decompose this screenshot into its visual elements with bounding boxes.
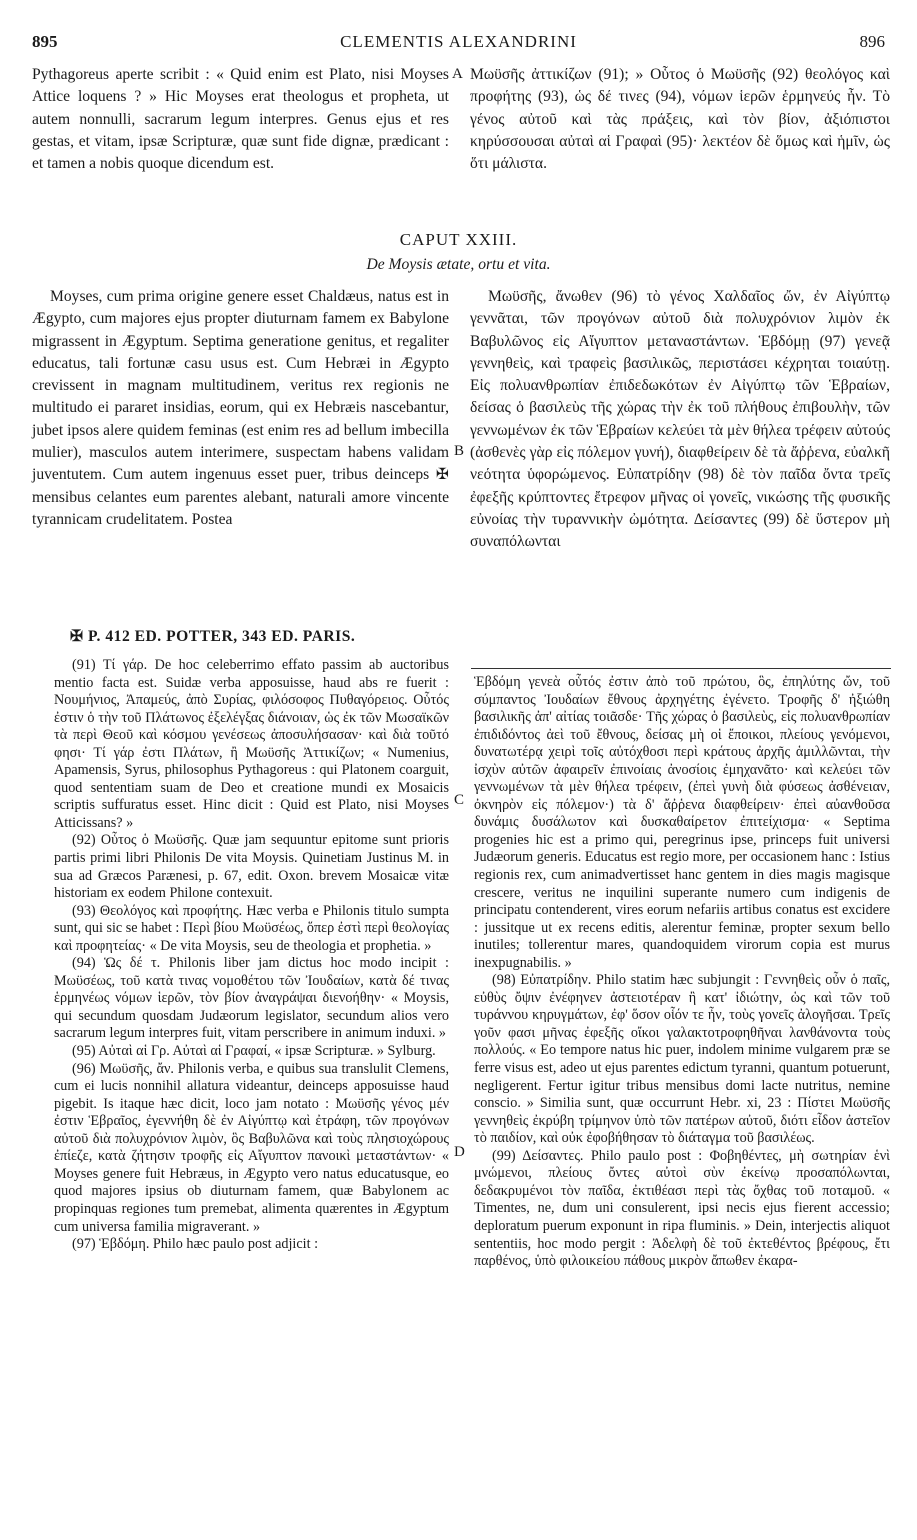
margin-letter-c: C [454, 792, 465, 808]
footnote-91: (91) Τί γάρ. De hoc celeberrimo effato passim ab auctoribus mentio facta est. Suidæ verba apposuisse, haud abs re fuerit : Νουμήνιος, Ἀπαμεύς, ἀπὸ Συρίας, φιλόσοφος Πυθαγόρειος. Οὗτός ἐστιν ὁ τὴν τοῦ Πλάτωνος ἐξελέγξας διάνοιαν, ὡς ἐκ τῶν Μωσαϊκῶν τὰ περὶ Θεοῦ καὶ κόσμου γενέσεως ἀποσυλήσασαν· καὶ διὰ τοῦτό φησι· Τί γάρ ἐστι Πλάτων, ἢ Μωϋσῆς Ἀττικίζων; « Numenius, Apamensis, Syrus, philosophus Pythagoreus : qui Platonem coarguit, quod sententiam suam de Deo et creatione mundi ex Mosaicis scriptis suffuratus esset. Hinc dicit : Quid est Plato, nisi Moyses Atticissans? » [54, 657, 449, 831]
footnote-97: (97) Ἑβδόμη. Philo hæc paulo post adjicit : [72, 1236, 319, 1253]
page-number-left: 895 [32, 32, 58, 51]
margin-letter-a: A [452, 66, 463, 82]
running-title: CLEMENTIS ALEXANDRINI [340, 32, 577, 51]
notes-right-column [474, 674, 890, 1508]
main-greek-text [470, 286, 890, 621]
running-header [32, 32, 885, 56]
chapter-subtitle: De Moysis ætate, ortu et vita. [366, 256, 551, 273]
main-latin-text [32, 286, 449, 621]
footnote-98: (98) Εὐπατρίδην. Philo statim hæc subjungit : Γεννηθεὶς οὖν ὁ παῖς, εὐθὺς ὄψιν ἐνέφηνεν ἀστειοτέραν ἢ κατ' ἰδιώτην, ὡς καὶ τῶν τοῦ τυράννου κηρυγμάτων, ἐφ' ὅσον οἷόν τε ἦν, τοὺς γονεῖς ἀλογῆσαι. Τρεῖς γοῦν φασι μῆνας ἐφεξῆς οἴκοι γαλακτοτροφηθῆναι λανθάνοντα τοὺς πολλούς. « Eo tempore natus hic puer, indolem minime vulgarem præ se ferre visus est, adeo ut ejus parentes edictum tyranni, quantum potuerunt, negligerent. Fertur igitur tribus mensibus domi lacte nutritus, nemine conscio. » Similia sunt, quæ occurrunt Hebr. xi, 23 : Πίστει Μωϋσῆς γεννηθεὶς ἐκρύβη τρίμηνον ὑπὸ τῶν πατέρων αὐτοῦ, διότι εἶδον ἀστεῖον τὸ παιδίον, καὶ οὐκ ἐφοβήθησαν τὸ διάταγμα τοῦ βασιλέως. [474, 972, 890, 1147]
notes-left-column [54, 657, 449, 1507]
chapter-title: CAPUT XXIII. [399, 230, 518, 249]
margin-letter-d: D [454, 1144, 465, 1160]
footnote-96: (96) Μωϋσῆς, ἄν. Philonis verba, e quibus sua translulit Clemens, cum ei lucis nonnihil allatura videantur, deinceps apposuisse haud pigebit. Is itaque hæc dicit, loco jam notato : Μωϋσῆς γένος μέν ἐστιν Ἑβραῖος, ἐγεννήθη δὲ ἐν Αἰγύπτῳ καὶ ἐτράφη, τῶν προγόνων αὐτοῦ διὰ πολυχρόνιον λιμὸν, ὃς Βαβυλῶνα καὶ τοὺς πλησιοχώρους ἐπίεζε, κατὰ ζήτησιν τροφῆς εἰς Αἴγυπτον πανοικὶ μεταστάντων· « Moyses genere fuit Hebræus, in Ægypto vero natus educatusque, eo quod majores ipsius ob diuturnam famem, quæ Babylonem ac propinquas regiones tum premebat, alimenta quærentes in Ægyptum cum universa familia migraverant. » [54, 1060, 449, 1235]
main-latin-paragraph: Moyses, cum prima origine genere esset Chaldæus, natus est in Ægypto, cum majores ejus propter diuturnam famem ex Babylone migrassent in Ægyptum. Septima generatione genitus, et regaliter educatus, tali fortunæ casu usus est. Cum Hebræi in Ægypto crevissent in magnam multitudinem, veritus rex regionis ne multitudo ei pararet insidias, eorum, qui ex Hebræis nascebantur, jubet ipsos alere quidem feminas (est enim res ad bellum imbecilla mulier), masculos autem interimere, suspectam habens validam juventutem. Cum autem ingenuus esset puer, tribus deinceps ✠ mensibus celantes eum parentes alebant, naturali amore vincente tyrannicam crudelitatem. Postea [32, 288, 449, 528]
top-greek-text: Μωϋσῆς ἀττικίζων (91); » Οὗτος ὁ Μωϋσῆς (92) θεολόγος καὶ προφήτης (93), ὡς δέ τινες (94), νόμων ἱερῶν ἑρμηνεύς ἦν. Τὸ γένος αὐτοῦ καὶ τὰς πράξεις, καὶ τὸν βίον, ἀξιόπιστοι κηρύσσουσαι αὐταὶ αἱ Γραφαὶ (95)· λεκτέον δὲ ὅμως καὶ ἡμῖν, ὡς ὅτι μάλιστα. [470, 66, 890, 173]
page-number-right: 896 [859, 32, 885, 51]
margin-letter-b: B [454, 443, 465, 459]
edition-line: ✠ P. 412 ED. POTTER, 343 ED. PARIS. [70, 628, 356, 645]
column-rule [471, 668, 891, 669]
main-greek-paragraph: Μωϋσῆς, ἄνωθεν (96) τὸ γένος Χαλδαῖος ὤν, ἐν Αἰγύπτῳ γεννᾶται, τῶν προγόνων αὐτοῦ διὰ πολυχρόνιον λιμὸν ἐκ Βαβυλῶνος εἰς Αἴγυπτον μεταναστάντων. Ἑβδόμῃ (97) γενεᾷ γεννηθεὶς, καὶ τραφεὶς βασιλικῶς, περιστάσει κέχρηται τοιαύτῃ. Εἰς πολυανθρωπίαν ἐπιδεδωκότων ἐν Αἰγύπτῳ τῶν Ἑβραίων, δείσας ὁ βασιλεὺς τῆς χώρας τὴν ἐκ τοῦ πλήθους ἐπιβουλὴν, τῶν γεννωμένων ἐκ τῶν Ἑβραίων κελεύει τὰ μὲν θήλεα τρέφειν αὐτούς (ἀσθενὲς γὰρ εἰς πόλεμον γυνή), διαφθείρειν δὲ τὰ ἄῤῥενα, εὐαλκῆ νεότητα ὑφορώμενος. Εὐπατρίδην (98) δὲ τὸν παῖδα ὄντα τρεῖς ἐφεξῆς κρύπτοντες ἔτρεφον μῆνας οἱ γονεῖς, νικώσης τῆς φυσικῆς εὐνοίας τὴν τυραννικὴν ὠμότητα. Δείσαντες (99) δὲ ὕστερον μὴ συναπόλωνται [470, 288, 890, 551]
top-latin-text: Pythagoreus aperte scribit : « Quid enim est Plato, nisi Moyses Attice loquens ? » Hic Moyses erat theologus et propheta, ut autem nonnulli, sacrarum legum interpres. Genus ejus et res gestas, et vitam, ipsæ Scripturæ, quæ sunt fide dignæ, prædicant : et tamen a nobis quoque dicendum est. [32, 66, 449, 173]
footnote-92: (92) Οὗτος ὁ Μωϋσῆς. Quæ jam sequuntur epitome sunt prioris partis primi libri Philonis De vita Moysis. Quinetiam Justinus M. in sua ad Græcos Parænesi, p. 67, edit. Oxon. brevem Mosaicæ vitæ historiam ex eodem Philone contexuit. [54, 832, 449, 902]
footnote-99: (99) Δείσαντες. Philo paulo post : Φοβηθέντες, μὴ σωτηρίαν ἑνὶ μνώμενοι, πλείους ὄντες αὐτοὶ σὺν ἐκείνῳ προσαπόλωνται, δεδακρυμένοι τὸν παῖδα, ἐκτιθέασι περὶ τὰς ὄχθας τοῦ ποταμοῦ. « Timentes, ne, dum uni consulerent, ipsi necis ejus fierent accessio; deploratum puerum exponunt in ripa fluminis. » Dein, interjectis aliquot sententiis, hoc modo pergit : Ἀδελφὴ δὲ τοῦ ἐκτεθέντος βρέφους, ἔτι παρθένος, ὑπὸ φιλοικείου πάθους μικρὸν ἄπωθεν ἐκαρα- [474, 1147, 890, 1270]
footnote-93: (93) Θεολόγος καὶ προφήτης. Hæc verba e Philonis titulo sumpta sunt, qui sic se habet : Περὶ βίου Μωϋσέως, ὅπερ ἐστὶ περὶ θεολογίας καὶ προφητείας· « De vita Moysis, seu de theologia et prophetia. » [54, 902, 449, 954]
footnote-97-continued: Ἑβδόμη γενεὰ οὗτός ἐστιν ἀπὸ τοῦ πρώτου, ὃς, ἐπηλύτης ὤν, τοῦ σύμπαντος Ἰουδαίων ἔθνους ἀρχηγέτης ἐγένετο. Τροφῆς δ' ἠξιώθη βασιλικῆς ἀπ' αἰτίας τοιᾶσδε· Τῆς χώρας ὁ βασιλεὺς, εἰς πολυανθρωπίαν ἐπιδιδόντος ἀεὶ τοῦ ἔθνους, δείσας μὴ οἱ ἔποικοι, πλείους γενόμενοι, δυνατωτέρᾳ χειρὶ τοῖς αὐτόχθοσι περὶ κράτους ἀρχῆς ἁμιλλῶνται, τὴν ἰσχὺν αὐτῶν ἀφαιρεῖν ἐπινοίαις ἀνοσίοις ἐμηχανᾶτο· καὶ κελεύει τῶν γεννωμένων τὰ μὲν θήλεα τρέφειν, (ἐπεὶ γυνὴ διὰ φύσεως ἀσθένειαν, ὀκνηρὸν εἰς πόλεμον·) τὰ δ' ἄῤῥενα διαφθείρειν· ἐπεὶ αὐανθοῦσα δυνάμις δυσάλωτον καὶ δυσκαθαίρετον ἐπιτείχισμα· « Septima progenies hic est a primo qui, peregrinus ipse, princeps fuit universi Judæorum generis. Educatus est regio more, per occasionem hanc : Istius regionis rex, cum animadvertisset hanc gentem in dies magis magisque crescere, veritus ne inquilini superante numero cum indigenis de principatu contenderent, vires eorum nefariis artibus conatus est excidere : jussitque ut ex recens editis, alerentur feminæ, propter sexum bello inutiles; tollerentur mares, quandoquidem virorum copia est murus inexpugnabilis. » [474, 674, 890, 971]
footnote-95: (95) Αὐταὶ αἱ Γρ. Αὐταὶ αἱ Γραφαί, « ipsæ Scripturæ. » Sylburg. [72, 1043, 436, 1060]
footnote-94: (94) Ὡς δέ τ. Philonis liber jam dictus hoc modo incipit : Μωϋσέως, τοῦ κατὰ τινας νομοθέτου τῶν Ἰουδαίων, κατὰ δέ τινας ἑρμηνέως νόμων ἱερῶν, τὸν βίον ἀναγράψαι διενοήθην· « Moysis, qui secundum quosdam Judæorum legislator, secundum alios vero sacrarum legum interpres fuit, vitam perscribere in animum induxi. » [54, 955, 449, 1042]
